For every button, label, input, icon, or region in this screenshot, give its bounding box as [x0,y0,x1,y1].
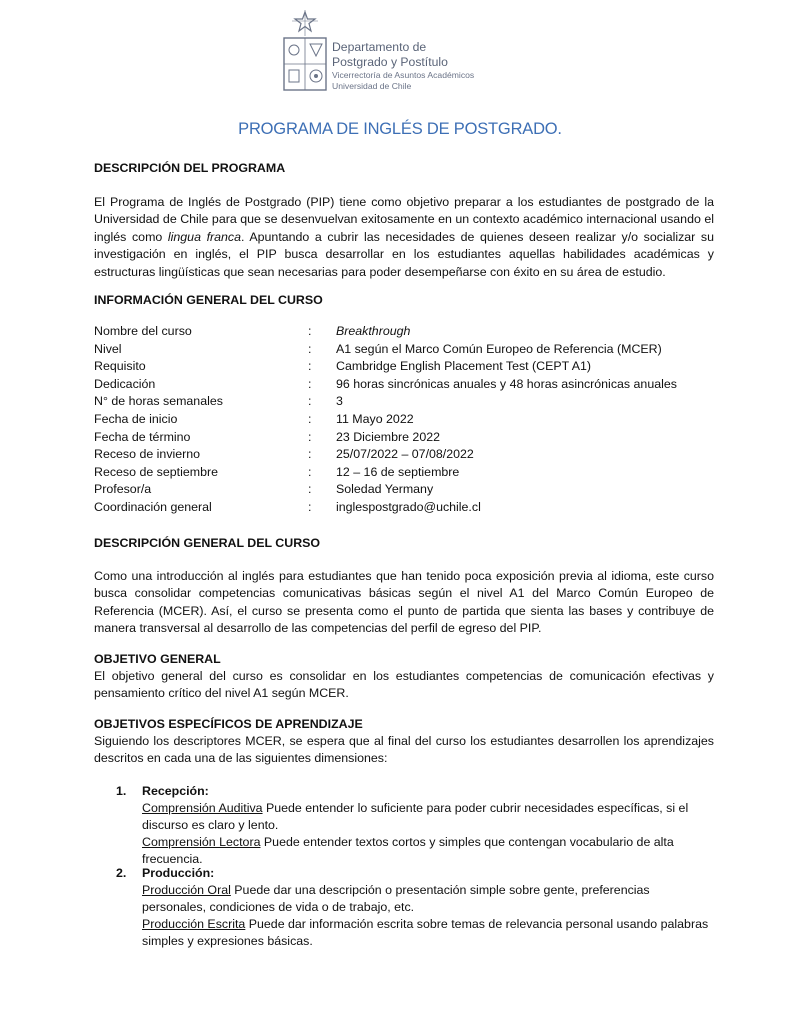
logo-postgrado-line: Postgrado y Postítulo [332,55,448,69]
list-number: 1. [116,784,127,798]
course-description-text: Como una introducción al inglés para estudiantes que han tenido poca exposición previa al idioma, este curso busca consolidar competencias comunicativas básicas según el nivel A1 del Marco Común Europeo de Referencia (MCER). Así, el curso se presenta como el punto de partida que sienta las bases y contribuye de manera transversal al desarrollo de las competencias del perfil de egreso del PIP. [94,569,714,636]
reading-comprehension: Comprensión Lectora Puede entender textos cortos y simples que contengan vocabulario de alta frecuencia. [142,835,674,867]
info-value: 11 Mayo 2022 [336,411,414,426]
info-row-september-break: Receso de septiembre : 12 – 16 de septiembre [94,464,714,482]
info-row-teacher: Profesor/a : Soledad Yermany [94,481,714,499]
info-row-level: Nivel : A1 según el Marco Común Europeo de Referencia (MCER) [94,341,714,359]
info-row-coordination: Coordinación general : inglespostgrado@uchile.cl [94,499,714,517]
logo-department-line: Departamento de [332,40,427,54]
oral-production: Producción Oral Puede dar una descripción o presentación simple sobre gente, preferencias personales, condiciones de vida o de trabajo, etc. [142,883,650,915]
info-value: Soledad Yermany [336,482,434,497]
coordination-email: inglespostgrado@uchile.cl [336,499,481,514]
info-value: Breakthrough [336,324,411,338]
lingua-franca-text: lingua franca [167,229,242,244]
info-label: Nivel [94,341,122,356]
specific-objectives-heading: OBJETIVOS ESPECÍFICOS DE APRENDIZAJE [94,717,363,731]
info-value: 12 – 16 de septiembre [336,464,460,479]
info-label: Profesor/a [94,482,152,497]
logo-university-line: Universidad de Chile [332,81,412,91]
info-label: Nombre del curso [94,324,192,338]
logo-vicerrectoria-line: Vicerrectoría de Asuntos Académicos [332,70,475,80]
list-title: Recepción: [142,784,209,798]
info-label: Fecha de término [94,429,191,444]
written-production: Producción Escrita Puede dar información escrita sobre temas de relevancia personal usando palabras simples y expresiones básicas. [142,917,709,949]
info-value: Cambridge English Placement Test (CEPT A1) [336,359,592,374]
info-row-weekly-hours: N° de horas semanales : 3 [94,393,714,411]
document-title: PROGRAMA DE INGLÉS DE POSTGRADO. [238,120,562,138]
info-label: Fecha de inicio [94,411,178,426]
list-title: Producción: [142,866,215,880]
info-row-dedication: Dedicación : 96 horas sincrónicas anuales y 48 horas asincrónicas anuales [94,376,714,394]
info-label: Dedicación [94,376,156,391]
program-description-heading: DESCRIPCIÓN DEL PROGRAMA [94,161,286,175]
course-info-table [94,323,714,517]
info-value: 3 [336,394,343,409]
info-value: 23 Diciembre 2022 [336,429,441,444]
info-row-winter-break: Receso de invierno : 25/07/2022 – 07/08/2022 [94,446,714,464]
info-row-requirement: Requisito : Cambridge English Placement Test (CEPT A1) [94,358,714,376]
info-label: Coordinación general [94,499,212,514]
info-value: 25/07/2022 – 07/08/2022 [336,447,474,462]
list-number: 2. [116,866,127,880]
listening-comprehension: Comprensión Auditiva Puede entender lo suficiente para poder cubrir necesidades específicas, si el discurso es claro y lento. [142,801,689,833]
general-objective-heading: OBJETIVO GENERAL [94,652,221,666]
general-objective-text: El objetivo general del curso es consolidar en los estudiantes competencias de comunicación efectivas y pensamiento crítico del nivel A1 según MCER. [94,669,714,701]
university-logo [280,10,520,98]
info-value: A1 según el Marco Común Europeo de Referencia (MCER) [336,341,662,356]
info-label: Requisito [94,359,146,374]
program-description-text: El Programa de Inglés de Postgrado (PIP) tiene como objetivo preparar a los estudiantes de postgrado de la Universidad de Chile para que se desenvuelvan exitosamente en un contexto académico internacional usando el inglés como lingua franca. Apuntando a cubrir las necesidades de quienes deseen realizar y/o socializar su investigación en inglés, el PIP busca desarrollar en los estudiantes aquellas habilidades académicas y estructuras lingüísticas que sean necesarias para poder desempeñarse con éxito en su área de estudio. [94,195,715,279]
course-info-heading: INFORMACIÓN GENERAL DEL CURSO [94,293,323,307]
info-row-end-date: Fecha de término : 23 Diciembre 2022 [94,429,714,447]
info-row-course-name: Nombre del curso : Breakthrough [94,323,714,341]
course-description-heading: DESCRIPCIÓN GENERAL DEL CURSO [94,536,321,550]
info-label: Receso de invierno [94,447,201,462]
info-label: Receso de septiembre [94,464,218,479]
specific-objectives-text: Siguiendo los descriptores MCER, se espera que al final del curso los estudiantes desarrollen los aprendizajes descritos en cada una de las siguientes dimensiones: [94,734,714,766]
info-value: 96 horas sincrónicas anuales y 48 horas asincrónicas anuales [336,376,677,391]
info-label: N° de horas semanales [94,394,223,409]
university-crest-icon [280,10,330,96]
info-row-start-date: Fecha de inicio : 11 Mayo 2022 [94,411,714,429]
